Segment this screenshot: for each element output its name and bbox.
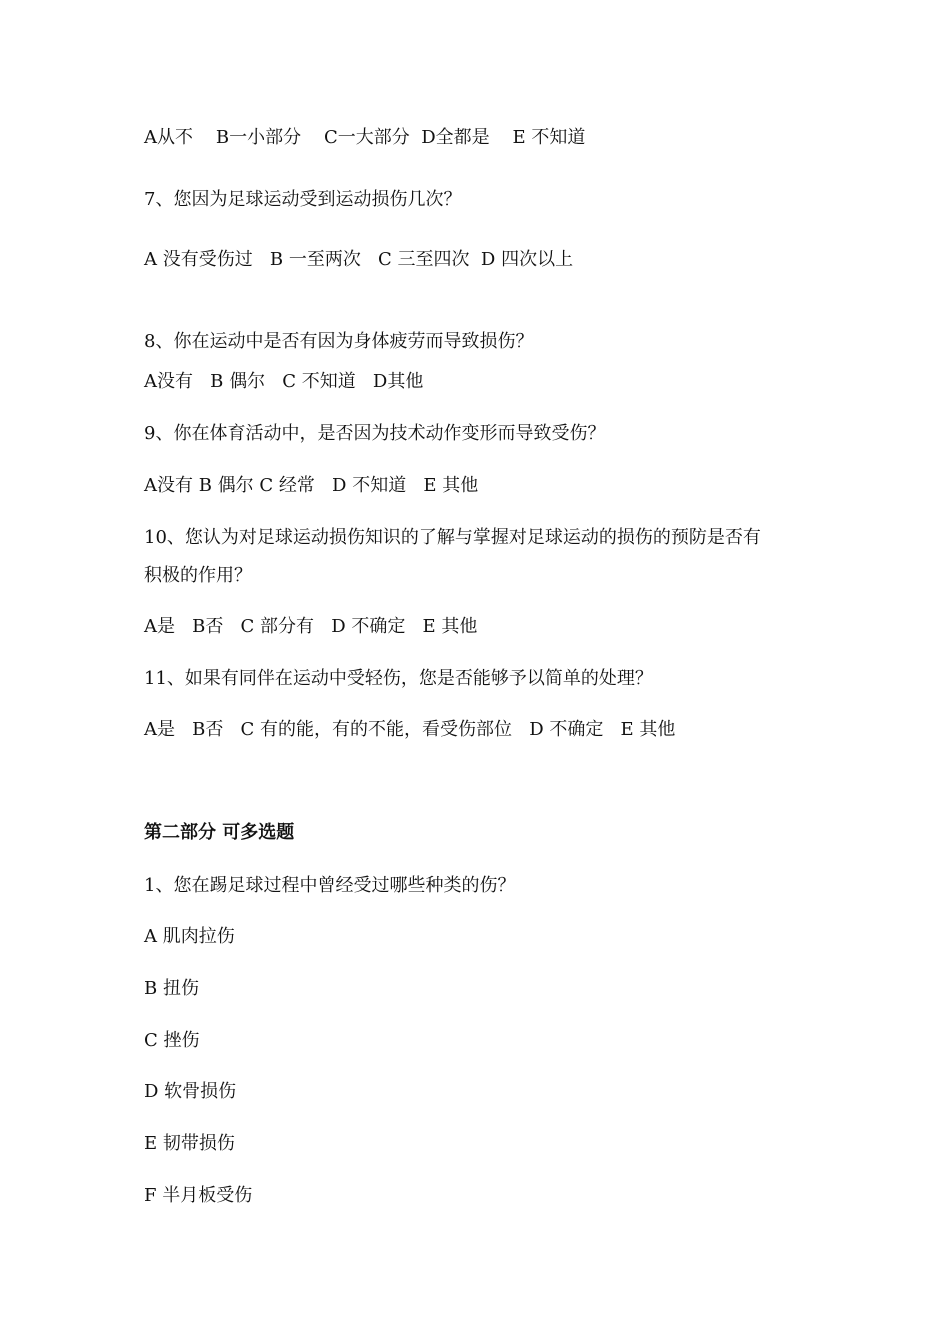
q7-options: A 没有受伤过 B 一至两次 C 三至四次 D 四次以上 [144, 249, 574, 270]
q9-question: 9、你在体育活动中，是否因为技术动作变形而导致受伤？ [144, 423, 606, 444]
q11-question: 11、如果有同伴在运动中受轻伤，您是否能够予以简单的处理？ [144, 668, 653, 689]
part2-heading: 第二部分 可多选题 [144, 822, 295, 843]
part2-q1-question: 1、您在踢足球过程中曾经受过哪些种类的伤？ [144, 875, 516, 896]
part2-q1-option-a: A 肌肉拉伤 [144, 926, 235, 947]
q7-question: 7、您因为足球运动受到运动损伤几次？ [144, 189, 462, 210]
part2-q1-option-c: C 挫伤 [144, 1030, 200, 1051]
q8-options: A没有 B 偶尔 C 不知道 D其他 [144, 371, 424, 392]
q9-options: A没有 B 偶尔 C 经常 D 不知道 E 其他 [144, 475, 479, 496]
q10-options: A是 B否 C 部分有 D 不确定 E 其他 [144, 616, 478, 637]
q10-question-line2: 积极的作用？ [144, 565, 252, 586]
q11-options: A是 B否 C 有的能，有的不能，看受伤部位 D 不确定 E 其他 [144, 719, 676, 740]
part2-q1-option-e: E 韧带损伤 [144, 1133, 235, 1154]
q8-question: 8、你在运动中是否有因为身体疲劳而导致损伤？ [144, 331, 534, 352]
part2-q1-option-b: B 扭伤 [144, 978, 199, 999]
part2-q1-option-d: D 软骨损伤 [144, 1081, 237, 1102]
q10-question-line1: 10、您认为对足球运动损伤知识的了解与掌握对足球运动的损伤的预防是否有 [144, 527, 761, 548]
part2-q1-option-f: F 半月板受伤 [144, 1185, 253, 1206]
q6-options: A从不 B一小部分 C一大部分 D全都是 E 不知道 [144, 127, 586, 148]
